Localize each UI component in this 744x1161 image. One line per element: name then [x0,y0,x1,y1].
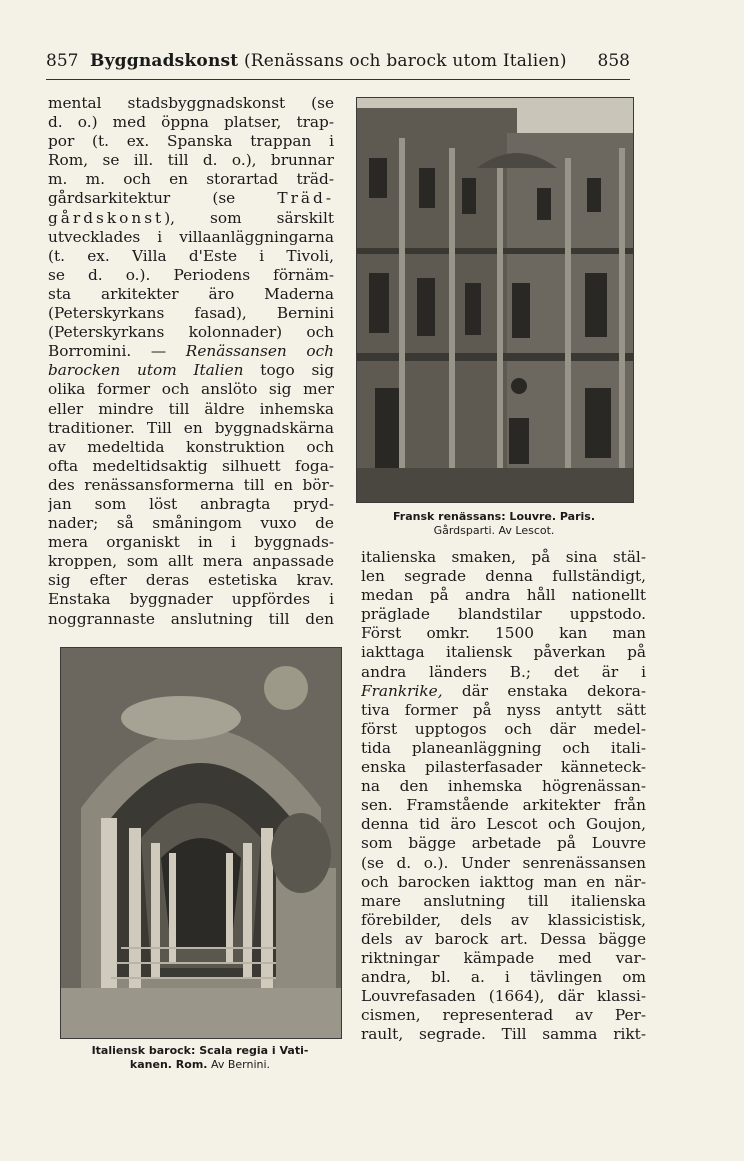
left-text-column [48,94,334,629]
text-line: sta arkitekter äro Maderna [48,284,334,303]
text-line: nader; så småningom vuxo de [48,514,334,533]
text-line: tida planeanläggning och itali- [361,738,646,757]
text-line: len segrade denna fullständigt, [361,567,646,586]
text-line: mera organiskt in i byggnads- [48,533,334,552]
text-line: (se d. o.). Under senrenässansen [361,853,646,872]
italic-term: barocken [48,361,121,380]
text-line: italienska smaken, på sina stäl- [361,548,646,566]
text-line: se d. o.). Periodens förnäm- [48,265,334,284]
running-title [90,46,567,76]
header-rule [46,79,630,80]
spaced-term: gårdskonst [48,208,165,227]
text-line: na den inhemska högrenässan- [361,777,646,796]
caption-detail: Gårdsparti. Av Lescot. [433,524,555,537]
text-fragment: gårdsarkitektur (se [48,189,236,208]
text-line: präglade blandstilar uppstodo. [361,605,646,624]
text-line: sen. Framstående arkitekter från [361,796,646,815]
page-header [46,46,630,76]
text-line: por (t. ex. Spanska trappan i [48,132,334,151]
text-line: tiva former på nyss antytt sätt [361,700,646,719]
text-line: utvecklades i villaanläggningarna [48,227,334,246]
text-line: rault, segrade. Till samma rikt- [361,1025,646,1044]
text-line: denna tid äro Lescot och Goujon, [361,815,646,834]
text-line: förebilder, dels av klassicistisk, [361,910,646,929]
running-title-bold: Byggnadskonst [90,51,239,71]
text-line: ofta medeltidsaktig silhuett foga- [48,456,334,475]
right-text-column [361,548,646,1044]
text-line: traditioner. Till en byggnadskärna [48,418,334,437]
text-line: av medeltida konstruktion och [48,437,334,456]
scala-regia-caption [56,1044,344,1072]
text-line: jan som löst anbragta pryd- [48,494,334,513]
text-line: Rom, se ill. till d. o.), brunnar [48,151,334,170]
text-line: först upptogos och där medel- [361,719,646,738]
text-line [361,682,646,701]
text-line: noggrannaste anslutning till den [48,609,334,628]
scala-regia-photo [60,647,342,1039]
text-line: iakttaga italiensk påverkan på [361,643,646,662]
running-title-rest: (Renässans och barock utom Italien) [243,51,567,71]
scala-regia-illustration [61,648,341,1038]
text-line: enska pilasterfasader känneteck- [361,758,646,777]
text-line: des renässansformerna till en bör- [48,475,334,494]
italic-term: utom Italien [136,361,244,380]
text-fragment: Borromini. — [48,342,167,361]
text-line [48,361,334,380]
text-fragment: där enstaka dekora- [461,681,646,700]
text-line: andra, bl. a. i tävlingen om [361,968,646,987]
text-line: Louvrefasaden (1664), där klassi- [361,987,646,1006]
text-line: m. m. och en storartad träd- [48,170,334,189]
caption-author: Av Bernini. [210,1058,271,1071]
caption-title-cont: kanen. Rom. [129,1058,208,1071]
text-line: (t. ex. Villa d'Este i Tivoli, [48,246,334,265]
caption-title: Fransk renässans: Louvre. Paris. [392,510,596,523]
text-line: (Peterskyrkans fasad), Bernini [48,304,334,323]
page-number-left: 857 [46,51,79,71]
text-line: eller mindre till äldre inhemska [48,399,334,418]
page-number-right: 858 [597,51,630,71]
text-line: riktningar kämpade med var- [361,948,646,967]
spaced-term: Träd- [277,189,334,208]
text-fragment: ), som särskilt [164,208,334,227]
text-fragment: togo sig [260,361,334,380]
italic-term: Frankrike, [361,681,443,700]
louvre-facade-illustration [357,98,633,502]
text-line [48,209,334,228]
text-line: (Peterskyrkans kolonnader) och [48,323,334,342]
text-line: Först omkr. 1500 kan man [361,624,646,643]
louvre-caption [356,510,632,538]
text-line: dels av barock art. Dessa bägge [361,929,646,948]
text-line: d. o.) med öppna platser, trap- [48,113,334,132]
text-line: och barocken iakttog man en när- [361,872,646,891]
text-line: mare anslutning till italienska [361,891,646,910]
caption-title: Italiensk barock: Scala regia i Vati- [91,1044,309,1057]
text-line [48,189,334,208]
text-line: som bägge arbetade på Louvre [361,834,646,853]
louvre-photo [356,97,634,503]
text-line: kroppen, som allt mera anpassade [48,552,334,571]
text-line: cismen, representerad av Per- [361,1006,646,1025]
text-line: medan på andra håll nationellt [361,586,646,605]
text-line: Enstaka byggnader uppfördes i [48,590,334,609]
text-line: andra länders B.; det är i [361,662,646,681]
text-line: mental stadsbyggnadskonst (se [48,94,334,112]
text-line: olika former och anslöto sig mer [48,380,334,399]
italic-term: Renässansen och [185,342,334,361]
text-line: sig efter deras estetiska krav. [48,571,334,590]
text-line [48,342,334,361]
